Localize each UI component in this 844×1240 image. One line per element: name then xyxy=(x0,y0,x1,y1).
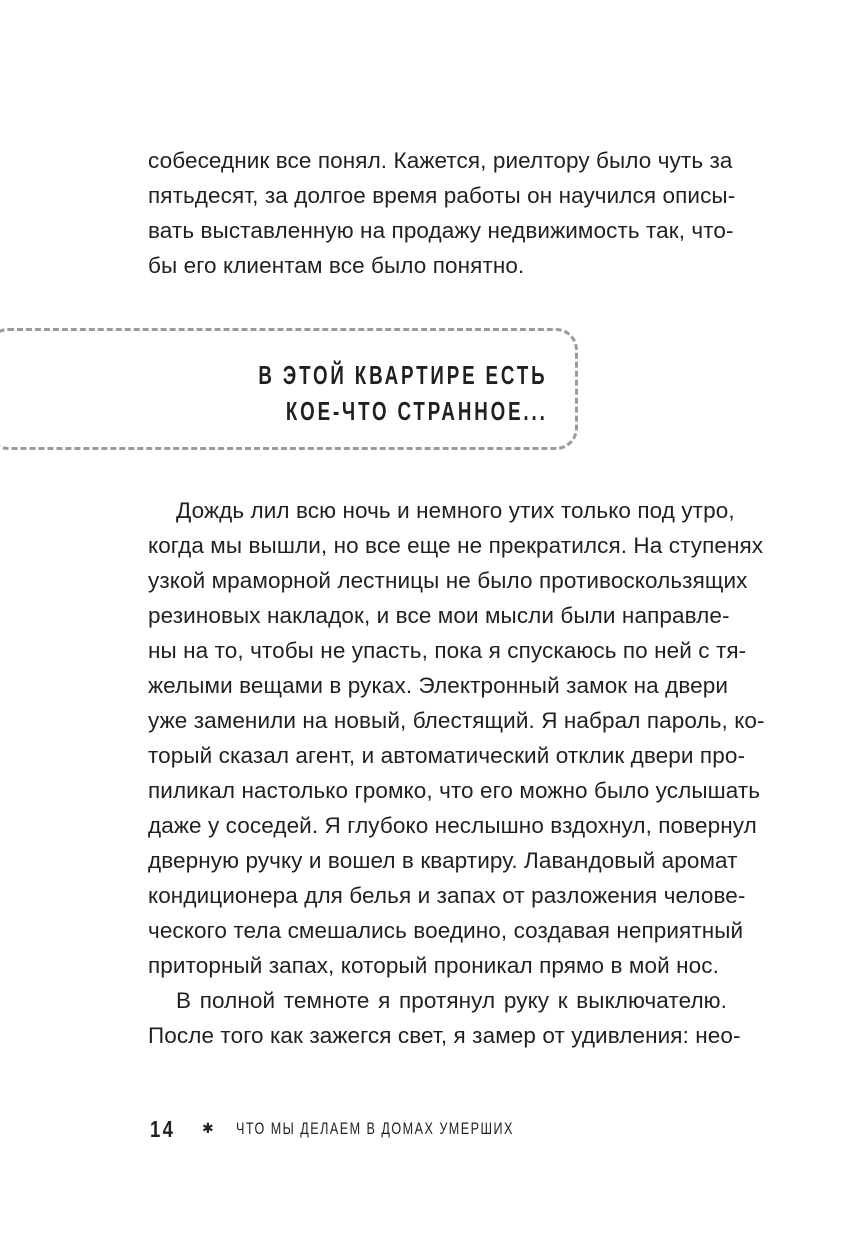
text-line: дверную ручку и вошел в квартиру. Лавандовый аромат xyxy=(148,848,738,873)
text-line: Дождь лил всю ночь и немного утих только под утро, xyxy=(176,498,735,523)
text-line: В полной темноте я протянул руку к выключателю. xyxy=(176,988,727,1013)
page-number: 14 xyxy=(150,1115,176,1142)
text-line: когда мы вышли, но все еще не прекратился. На ступенях xyxy=(148,533,764,558)
text-line: пиликал настолько громко, что его можно было услышать xyxy=(148,778,761,803)
text-line: собеседник все понял. Кажется, риелтору было чуть за xyxy=(148,148,733,173)
text-line: кондиционера для белья и запах от разложения челове- xyxy=(148,883,746,908)
text-line: даже у соседей. Я глубоко неслышно вздохнул, повернул xyxy=(148,813,757,838)
text-line: приторный запах, который проникал прямо в мой нос. xyxy=(148,953,719,978)
text-line: пятьдесят, за долгое время работы он научился описы- xyxy=(148,183,736,208)
text-line: узкой мраморной лестницы не было противоскользящих xyxy=(148,568,748,593)
text-line: резиновых накладок, и все мои мысли были направле- xyxy=(148,603,730,628)
page-footer xyxy=(150,1114,611,1144)
text-line: вать выставленную на продажу недвижимость так, что- xyxy=(148,218,734,243)
text-line: уже заменили на новый, блестящий. Я набрал пароль, ко- xyxy=(148,708,765,733)
section-heading-line-1: В ЭТОЙ КВАРТИРЕ ЕСТЬ xyxy=(258,360,548,390)
section-heading-line-2: КОЕ-ЧТО СТРАННОЕ... xyxy=(286,396,548,426)
text-line: ны на то, чтобы не упасть, пока я спускаюсь по ней с тя- xyxy=(148,638,747,663)
text-line: торый сказал агент, и автоматический отклик двери про- xyxy=(148,743,746,768)
text-line: желыми вещами в руках. Электронный замок на двери xyxy=(148,673,729,698)
running-title: ЧТО МЫ ДЕЛАЕМ В ДОМАХ УМЕРШИХ xyxy=(235,1119,514,1138)
text-line: После того как зажегся свет, я замер от удивления: нео- xyxy=(148,1023,741,1048)
text-line: ческого тела смешались воедино, создавая неприятный xyxy=(148,918,744,943)
text-line: бы его клиентам все было понятно. xyxy=(148,253,525,278)
asterisk-icon: ✱ xyxy=(202,1121,214,1137)
